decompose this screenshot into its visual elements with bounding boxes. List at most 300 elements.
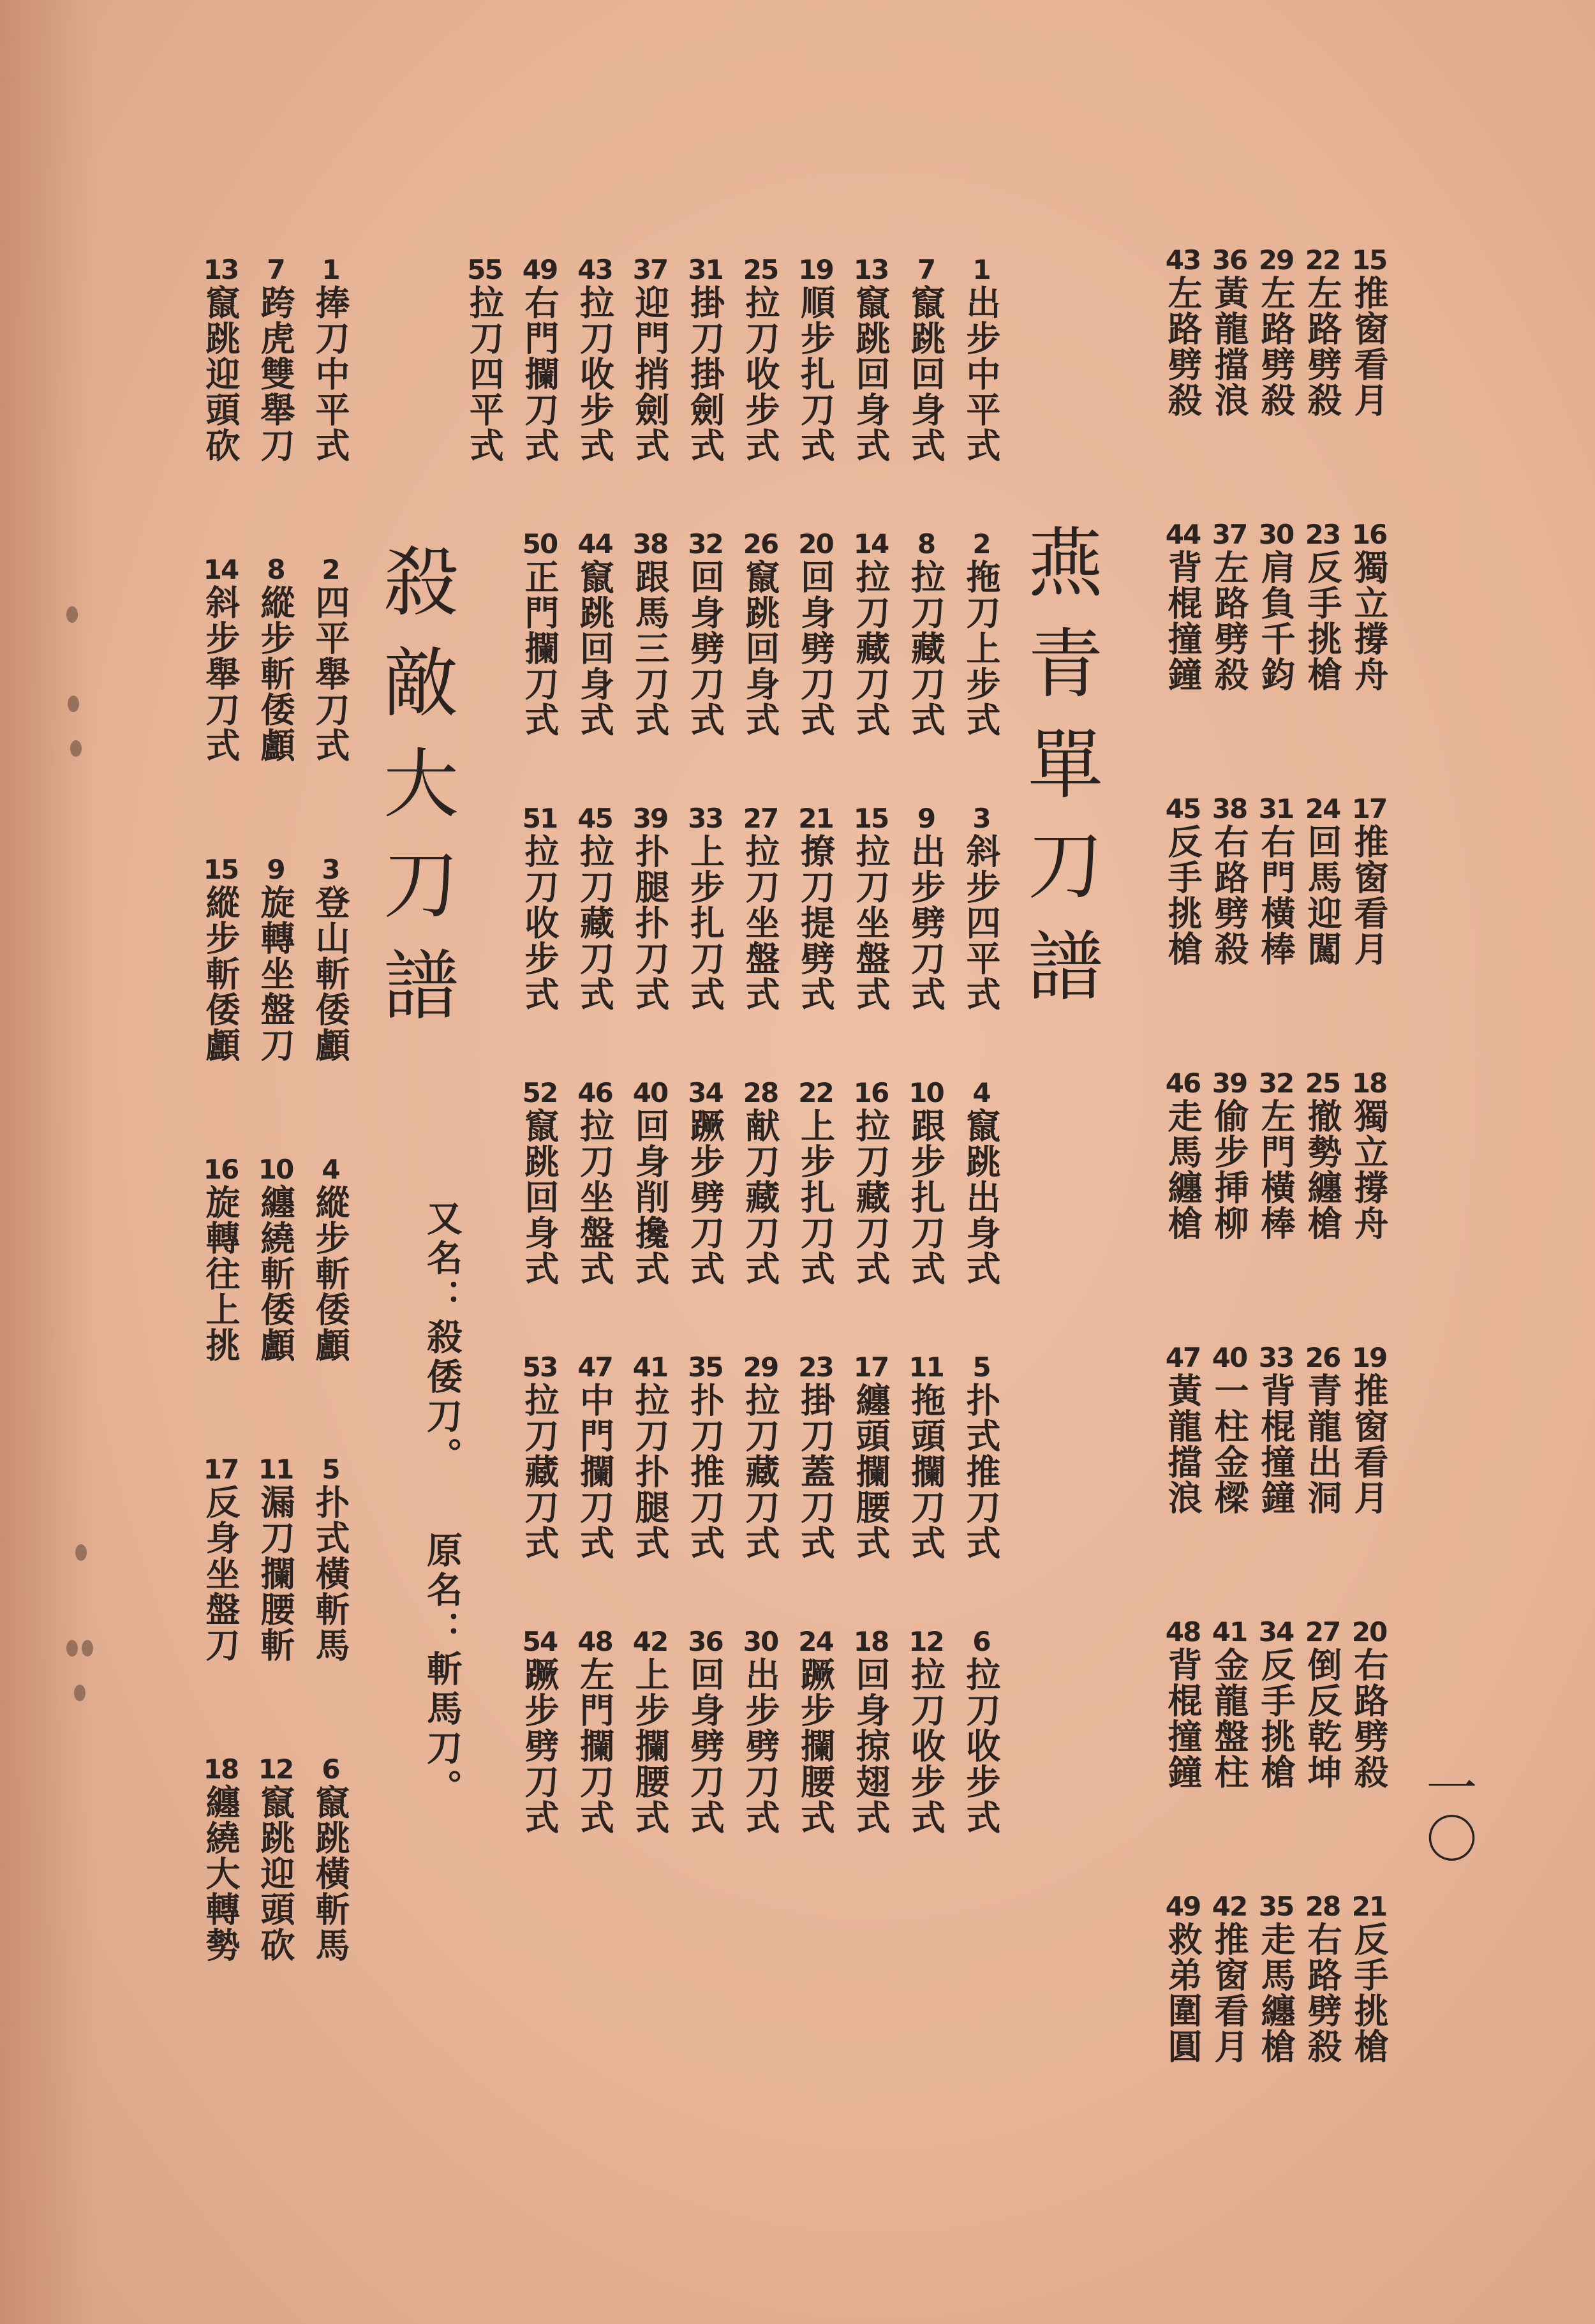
- shadi-entry: [574, 804, 616, 1012]
- shadi-entry-number: 8: [917, 528, 935, 560]
- yanqing-entry-number: 49: [1165, 1891, 1201, 1922]
- shadi-entry-name: 上步扎刀式: [685, 833, 726, 1012]
- yanqing-entry-name: 偷步挿柳: [1209, 1098, 1250, 1241]
- yanqing-entry-number: 48: [1165, 1616, 1201, 1648]
- left-list-entry-name: 捧刀中平式: [310, 285, 351, 463]
- shadi-entry: [685, 804, 727, 1012]
- yanqing-entry: [1302, 1618, 1344, 1790]
- shadi-entry-number: 31: [688, 254, 723, 285]
- shadi-entry: [519, 530, 561, 738]
- left-list-entry: [200, 1755, 242, 1963]
- shadi-entry-name: 回身劈刀式: [685, 1657, 726, 1835]
- yanqing-entry: [1208, 1343, 1250, 1516]
- yanqing-entry-number: 23: [1305, 519, 1340, 550]
- left-list-entry: [200, 255, 242, 463]
- shadi-entry-number: 30: [743, 1626, 778, 1657]
- left-list-entry-name: 旋轉往上挑: [200, 1184, 241, 1363]
- shadi-entry-number: 14: [853, 528, 889, 560]
- shadi-entry-name: 回身劈刀式: [795, 559, 836, 738]
- left-list-entry-number: 16: [203, 1154, 239, 1185]
- shadi-entry-number: 1: [972, 254, 990, 285]
- yanqing-entry-name: 走馬纏槍: [1162, 1098, 1203, 1241]
- shadi-entry-name: 拖刀上步式: [961, 559, 1002, 738]
- left-list-entry-number: 13: [203, 254, 239, 285]
- shadi-entry-number: 47: [577, 1352, 612, 1383]
- shadi-entry-number: 10: [909, 1077, 944, 1108]
- yanqing-entry: [1302, 1069, 1344, 1241]
- shadi-entry-number: 24: [798, 1626, 833, 1657]
- shadi-entry-name: 拉刀收步式: [905, 1657, 947, 1835]
- binding-hole: [82, 1640, 93, 1657]
- shadi-entry-number: 6: [972, 1626, 990, 1657]
- yanqing-entry: [1162, 1618, 1204, 1790]
- shadi-entry-name: 拉刀藏刀式: [740, 1382, 781, 1561]
- yanqing-entry: [1162, 1343, 1204, 1516]
- yanqing-entry-name: 反手挑槍: [1256, 1647, 1296, 1790]
- shadi-entry-name: 献刀藏刀式: [740, 1108, 781, 1286]
- shadi-entry: [850, 1353, 892, 1561]
- shadi-entry-name: 拉刀坐盤式: [850, 833, 891, 1012]
- yanqing-entry: [1255, 1343, 1297, 1516]
- page-edge-shadow: [0, 0, 96, 2324]
- left-list-entry-name: 登山斬倭顱: [310, 884, 351, 1063]
- left-list-entry-number: 14: [203, 554, 239, 585]
- yanqing-entry-name: 左路劈殺: [1209, 549, 1250, 692]
- shadi-entry: [850, 1627, 892, 1835]
- shadi-entry-number: 44: [577, 528, 612, 560]
- yanqing-entry-name: 右路劈殺: [1349, 1647, 1390, 1790]
- left-list-entry: [255, 555, 297, 763]
- shadi-entry-number: 42: [632, 1626, 668, 1657]
- binding-hole: [66, 1640, 78, 1657]
- shadi-entry-number: 19: [798, 254, 833, 285]
- shadi-entry: [795, 1078, 837, 1286]
- left-list-entry: [309, 255, 352, 463]
- shadi-entry-number: 35: [688, 1352, 723, 1383]
- shadi-entry-name: 拉刀藏刀式: [905, 559, 947, 738]
- shadi-entry-number: 43: [577, 254, 612, 285]
- shadi-original-name-note: 原名：斬馬刀。: [421, 1531, 463, 1808]
- yanqing-entry-name: 右路劈殺: [1302, 1921, 1343, 2064]
- yanqing-entry: [1348, 1892, 1390, 2064]
- shadi-entry: [519, 1353, 561, 1561]
- shadi-entry: [519, 1078, 561, 1286]
- shadi-entry-number: 37: [632, 254, 668, 285]
- shadi-entry: [960, 1078, 1002, 1286]
- yanqing-entry-number: 44: [1165, 519, 1201, 550]
- left-list-entry-name: 扑式橫斬馬: [310, 1484, 351, 1663]
- left-list-entry: [200, 555, 242, 763]
- shadi-entry-number: 27: [743, 803, 778, 834]
- shadi-entry-name: 出步中平式: [961, 285, 1002, 463]
- shadi-entry-number: 32: [688, 528, 723, 560]
- shadi-entry: [850, 530, 892, 738]
- shadi-entry-number: 40: [632, 1077, 668, 1108]
- shadi-entry-name: 出步劈刀式: [905, 833, 947, 1012]
- yanqing-entry: [1255, 520, 1297, 692]
- shadi-entry-name: 蹶步攔腰式: [795, 1657, 836, 1835]
- shadi-entry: [739, 1078, 782, 1286]
- yanqing-entry-number: 33: [1258, 1342, 1294, 1373]
- shadi-entry: [960, 530, 1002, 738]
- shadi-entry: [685, 1627, 727, 1835]
- yanqing-entry: [1162, 1069, 1204, 1241]
- yanqing-entry-name: 右路劈殺: [1209, 824, 1250, 967]
- yanqing-entry-name: 黃龍擋浪: [1162, 1373, 1203, 1516]
- left-list-entry-name: 竄跳迎頭砍: [255, 1784, 296, 1963]
- yanqing-entry-name: 右門橫棒: [1256, 824, 1296, 967]
- yanqing-entry-name: 青龍出洞: [1302, 1373, 1343, 1516]
- shadi-entry-name: 纏頭攔腰式: [850, 1382, 891, 1561]
- shadi-entry: [685, 255, 727, 463]
- left-list-entry-name: 縱步斬倭顱: [200, 884, 241, 1063]
- left-list-entry: [200, 1155, 242, 1363]
- left-list-entry-name: 斜步舉刀式: [200, 585, 241, 763]
- shadi-entry-name: 蹶步劈刀式: [685, 1108, 726, 1286]
- left-list-entry-number: 9: [267, 854, 285, 885]
- yanqing-entry: [1348, 1618, 1390, 1790]
- yanqing-entry-name: 左路劈殺: [1256, 275, 1296, 418]
- yanqing-entry: [1255, 246, 1297, 418]
- yanqing-entry-number: 42: [1212, 1891, 1247, 1922]
- shadi-entry-name: 竄跳回身式: [850, 285, 891, 463]
- yanqing-entry-number: 17: [1351, 793, 1387, 824]
- shadi-entry: [905, 1353, 947, 1561]
- shadi-entry-number: 21: [798, 803, 833, 834]
- yanqing-entry: [1208, 246, 1250, 418]
- shadi-entry-name: 竄跳回身式: [905, 285, 947, 463]
- shadi-entry: [685, 1353, 727, 1561]
- shadi-title: 殺敵大刀譜: [371, 542, 459, 1047]
- yanqing-entry-number: 15: [1351, 244, 1387, 276]
- yanqing-entry-number: 47: [1165, 1342, 1201, 1373]
- left-list-entry-name: 竄跳橫斬馬: [310, 1784, 351, 1963]
- shadi-entry: [574, 255, 616, 463]
- shadi-entry-number: 45: [577, 803, 612, 834]
- left-list-entry-name: 竄跳迎頭砍: [200, 285, 241, 463]
- left-list-entry-name: 反身坐盤刀: [200, 1484, 241, 1663]
- shadi-entry-name: 掛刀掛劍式: [685, 285, 726, 463]
- yanqing-entry-name: 救弟圍圓: [1162, 1921, 1203, 2064]
- yanqing-entry-name: 倒反乾坤: [1302, 1647, 1343, 1790]
- left-list-entry: [255, 1155, 297, 1363]
- shadi-entry-number: 49: [522, 254, 558, 285]
- shadi-entry: [629, 1078, 671, 1286]
- yanqing-entry: [1255, 1618, 1297, 1790]
- yanqing-entry-name: 反手挑槍: [1349, 1921, 1390, 2064]
- left-list-entry: [255, 855, 297, 1063]
- shadi-entry-name: 拉刀坐盤式: [740, 833, 781, 1012]
- shadi-entry: [629, 530, 671, 738]
- shadi-entry: [629, 804, 671, 1012]
- left-list-entry-number: 11: [258, 1454, 293, 1485]
- shadi-entry: [905, 530, 947, 738]
- left-list-entry-number: 7: [267, 254, 285, 285]
- yanqing-entry-number: 46: [1165, 1068, 1201, 1099]
- left-list-entry-number: 12: [258, 1754, 293, 1785]
- shadi-entry-name: 回身劈刀式: [685, 559, 726, 738]
- shadi-entry-name: 拉刀收步式: [961, 1657, 1002, 1835]
- shadi-entry-name: 撩刀提劈式: [795, 833, 836, 1012]
- shadi-entry-name: 右門攔刀式: [519, 285, 560, 463]
- shadi-entry: [850, 804, 892, 1012]
- yanqing-entry-number: 40: [1212, 1342, 1247, 1373]
- shadi-entry-name: 迎門捎劍式: [630, 285, 671, 463]
- yanqing-entry-number: 41: [1212, 1616, 1247, 1648]
- yanqing-entry-name: 左門橫棒: [1256, 1098, 1296, 1241]
- shadi-entry-number: 48: [577, 1626, 612, 1657]
- yanqing-entry: [1162, 1892, 1204, 2064]
- shadi-entry-name: 竄跳回身式: [574, 559, 616, 738]
- shadi-entry-number: 9: [917, 803, 935, 834]
- left-list-entry-number: 17: [203, 1454, 239, 1485]
- shadi-entry-name: 跟馬三刀式: [630, 559, 671, 738]
- shadi-entry: [739, 1353, 782, 1561]
- left-list-entry-name: 縱步斬倭顱: [255, 585, 296, 763]
- yanqing-entry-number: 34: [1258, 1616, 1294, 1648]
- yanqing-entry-name: 左路劈殺: [1302, 275, 1343, 418]
- yanqing-entry-number: 26: [1305, 1342, 1340, 1373]
- yanqing-entry-number: 29: [1258, 244, 1294, 276]
- shadi-entry: [739, 1627, 782, 1835]
- shadi-entry: [739, 804, 782, 1012]
- yanqing-entry: [1348, 1343, 1390, 1516]
- left-list-entry: [309, 1755, 352, 1963]
- yanqing-entry-number: 37: [1212, 519, 1247, 550]
- shadi-entry-name: 中門攔刀式: [574, 1382, 616, 1561]
- shadi-entry: [905, 1078, 947, 1286]
- shadi-entry: [519, 804, 561, 1012]
- shadi-entry: [905, 1627, 947, 1835]
- yanqing-entry: [1162, 246, 1204, 418]
- shadi-entry: [960, 255, 1002, 463]
- yanqing-entry-number: 43: [1165, 244, 1201, 276]
- left-list-entry: [309, 555, 352, 763]
- yanqing-entry: [1302, 1892, 1344, 2064]
- yanqing-entry-name: 背棍撞鐘: [1162, 549, 1203, 692]
- shadi-entry-name: 正門攔刀式: [519, 559, 560, 738]
- shadi-entry-name: 竄跳出身式: [961, 1108, 1002, 1286]
- yanqing-entry-number: 38: [1212, 793, 1247, 824]
- yanqing-entry: [1255, 1069, 1297, 1241]
- shadi-entry-number: 16: [853, 1077, 889, 1108]
- page-number: 一〇: [1418, 1761, 1477, 1863]
- shadi-entry-name: 拉刀藏刀式: [574, 833, 616, 1012]
- shadi-entry-name: 回身削攙式: [630, 1108, 671, 1286]
- shadi-entry-name: 竄跳回身式: [519, 1108, 560, 1286]
- shadi-entry-name: 斜步四平式: [961, 833, 1002, 1012]
- shadi-entry-number: 50: [522, 528, 558, 560]
- yanqing-entry-number: 31: [1258, 793, 1294, 824]
- yanqing-entry: [1348, 1069, 1390, 1241]
- shadi-entry-name: 拉刀收步式: [574, 285, 616, 463]
- shadi-entry-name: 左門攔刀式: [574, 1657, 616, 1835]
- yanqing-entry-name: 肩負千鈞: [1256, 549, 1296, 692]
- shadi-entry-number: 26: [743, 528, 778, 560]
- shadi-entry-number: 20: [798, 528, 833, 560]
- shadi-entry: [574, 1078, 616, 1286]
- shadi-entry-number: 39: [632, 803, 668, 834]
- yanqing-entry: [1162, 794, 1204, 967]
- left-list-entry: [309, 1155, 352, 1363]
- yanqing-entry: [1348, 794, 1390, 967]
- shadi-entry: [850, 255, 892, 463]
- yanqing-entry: [1302, 246, 1344, 418]
- shadi-entry-name: 拉刀藏刀式: [850, 559, 891, 738]
- shadi-entry: [629, 1627, 671, 1835]
- shadi-entry-name: 拉刀四平式: [464, 285, 505, 463]
- shadi-entry-name: 跟步扎刀式: [905, 1108, 947, 1286]
- shadi-entry-number: 36: [688, 1626, 723, 1657]
- shadi-entry-number: 11: [909, 1352, 944, 1383]
- left-list-entry-name: 纏繞大轉勢: [200, 1784, 241, 1963]
- left-list-entry-number: 2: [322, 554, 339, 585]
- shadi-entry: [960, 1627, 1002, 1835]
- shadi-entry: [685, 530, 727, 738]
- shadi-entry-name: 上步攔腰式: [630, 1657, 671, 1835]
- shadi-entry: [464, 255, 506, 463]
- shadi-entry-number: 34: [688, 1077, 723, 1108]
- shadi-entry-number: 51: [522, 803, 558, 834]
- yanqing-entry-name: 背棍撞鐘: [1162, 1647, 1203, 1790]
- yanqing-entry-number: 35: [1258, 1891, 1294, 1922]
- left-list-entry: [309, 1455, 352, 1663]
- shadi-entry: [850, 1078, 892, 1286]
- shadi-alias-note: 又名：殺倭刀。: [421, 1200, 463, 1477]
- yanqing-entry-name: 左路劈殺: [1162, 275, 1203, 418]
- yanqing-entry-number: 16: [1351, 519, 1387, 550]
- shadi-entry: [685, 1078, 727, 1286]
- left-list-entry-number: 3: [322, 854, 339, 885]
- shadi-entry: [739, 530, 782, 738]
- shadi-entry-name: 拉刀扑腿式: [630, 1382, 671, 1561]
- left-list-entry: [200, 1455, 242, 1663]
- yanqing-entry-number: 21: [1351, 1891, 1387, 1922]
- shadi-entry-number: 5: [972, 1352, 990, 1383]
- shadi-entry-name: 掛刀蓋刀式: [795, 1382, 836, 1561]
- shadi-entry: [905, 804, 947, 1012]
- shadi-entry: [574, 1627, 616, 1835]
- left-list-entry: [255, 255, 297, 463]
- shadi-entry-number: 53: [522, 1352, 558, 1383]
- yanqing-entry-number: 25: [1305, 1068, 1340, 1099]
- yanqing-entry-number: 24: [1305, 793, 1340, 824]
- shadi-entry: [795, 255, 837, 463]
- yanqing-entry-number: 45: [1165, 793, 1201, 824]
- shadi-entry-name: 蹶步劈刀式: [519, 1657, 560, 1835]
- yanqing-entry: [1302, 520, 1344, 692]
- shadi-entry: [960, 1353, 1002, 1561]
- left-list-entry-number: 10: [258, 1154, 293, 1185]
- shadi-entry: [905, 255, 947, 463]
- yanqing-entry: [1162, 520, 1204, 692]
- left-list-entry: [255, 1455, 297, 1663]
- left-list-entry-number: 4: [322, 1154, 339, 1185]
- left-list-entry-name: 漏刀攔腰斬: [255, 1484, 296, 1663]
- yanqing-entry: [1208, 1892, 1250, 2064]
- shadi-entry: [574, 1353, 616, 1561]
- shadi-entry-number: 3: [972, 803, 990, 834]
- shadi-entry-number: 38: [632, 528, 668, 560]
- yanqing-entry-name: 推窗看月: [1349, 824, 1390, 967]
- left-list-entry-number: 8: [267, 554, 285, 585]
- shadi-entry: [795, 1627, 837, 1835]
- left-list-entry-name: 跨虎雙舉刀: [255, 285, 296, 463]
- shadi-entry-number: 23: [798, 1352, 833, 1383]
- left-list-entry: [309, 855, 352, 1063]
- yanqing-entry-name: 推窗看月: [1209, 1921, 1250, 2064]
- yanqing-entry-number: 28: [1305, 1891, 1340, 1922]
- shadi-entry-number: 7: [917, 254, 935, 285]
- left-list-entry-number: 5: [322, 1454, 339, 1485]
- yanqing-entry: [1348, 246, 1390, 418]
- left-list-entry-number: 15: [203, 854, 239, 885]
- shadi-entry-name: 竄跳回身式: [740, 559, 781, 738]
- yanqing-entry-number: 32: [1258, 1068, 1294, 1099]
- shadi-entry-name: 扑腿扑刀式: [630, 833, 671, 1012]
- shadi-entry-number: 18: [853, 1626, 889, 1657]
- shadi-entry: [629, 1353, 671, 1561]
- left-list-entry-number: 6: [322, 1754, 339, 1785]
- shadi-entry: [519, 255, 561, 463]
- shadi-entry-name: 拉刀坐盤式: [574, 1108, 616, 1286]
- shadi-entry: [960, 804, 1002, 1012]
- yanqing-entry: [1208, 1618, 1250, 1790]
- shadi-entry: [574, 530, 616, 738]
- left-list-entry-name: 旋轉坐盤刀: [255, 884, 296, 1063]
- binding-hole: [74, 1685, 85, 1701]
- shadi-entry-number: 54: [522, 1626, 558, 1657]
- yanqing-entry-number: 27: [1305, 1616, 1340, 1648]
- shadi-entry-number: 13: [853, 254, 889, 285]
- left-list-entry: [255, 1755, 297, 1963]
- shadi-entry: [795, 1353, 837, 1561]
- shadi-entry: [795, 530, 837, 738]
- yanqing-entry-name: 反手挑槍: [1162, 824, 1203, 967]
- yanqing-entry-number: 36: [1212, 244, 1247, 276]
- yanqing-entry-name: 一柱金樑: [1209, 1373, 1250, 1516]
- shadi-entry: [629, 255, 671, 463]
- shadi-entry-number: 52: [522, 1077, 558, 1108]
- yanqing-entry: [1302, 1343, 1344, 1516]
- shadi-entry-number: 22: [798, 1077, 833, 1108]
- yanqing-entry: [1208, 794, 1250, 967]
- left-list-entry: [200, 855, 242, 1063]
- shadi-entry: [519, 1627, 561, 1835]
- shadi-entry-number: 41: [632, 1352, 668, 1383]
- shadi-entry-number: 25: [743, 254, 778, 285]
- yanqing-entry-name: 反手挑槍: [1302, 549, 1343, 692]
- yanqing-entry: [1302, 794, 1344, 967]
- shadi-entry-name: 拉刀藏刀式: [850, 1108, 891, 1286]
- shadi-entry-name: 拉刀藏刀式: [519, 1382, 560, 1561]
- yanqing-entry: [1208, 1069, 1250, 1241]
- shadi-entry-number: 55: [467, 254, 502, 285]
- yanqing-entry-name: 獨立撐舟: [1349, 549, 1390, 692]
- yanqing-entry-number: 19: [1351, 1342, 1387, 1373]
- yanqing-entry-name: 背棍撞鐘: [1256, 1373, 1296, 1516]
- yanqing-entry-number: 20: [1351, 1616, 1387, 1648]
- left-list-entry-name: 縱步斬倭顱: [310, 1184, 351, 1363]
- yanqing-entry: [1255, 794, 1297, 967]
- shadi-entry-number: 33: [688, 803, 723, 834]
- shadi-entry-number: 28: [743, 1077, 778, 1108]
- yanqing-entry-number: 39: [1212, 1068, 1247, 1099]
- shadi-entry-name: 回身掠翅式: [850, 1657, 891, 1835]
- shadi-entry-name: 順步扎刀式: [795, 285, 836, 463]
- shadi-entry-number: 17: [853, 1352, 889, 1383]
- shadi-entry-name: 上步扎刀式: [795, 1108, 836, 1286]
